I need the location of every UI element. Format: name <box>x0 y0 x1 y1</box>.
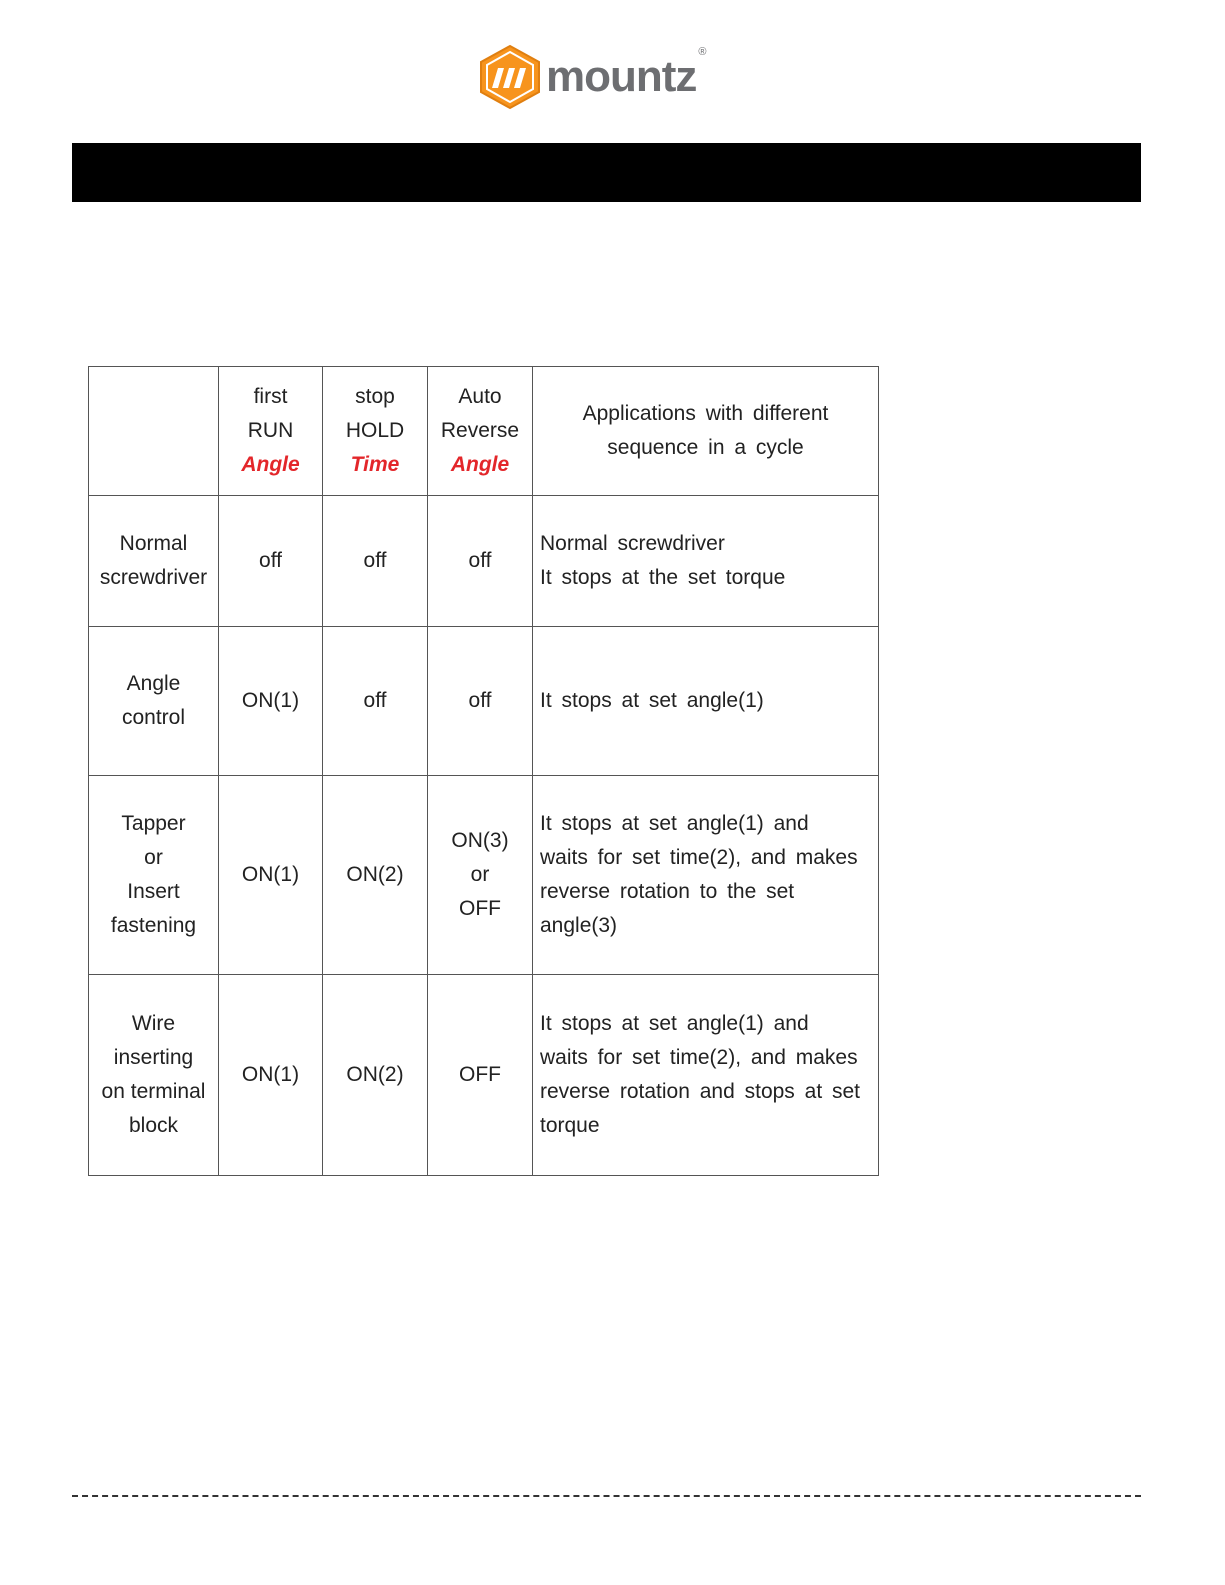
header-unit: Angle <box>450 453 510 476</box>
application-cell <box>533 776 879 975</box>
reverse-line: off <box>468 549 492 572</box>
application-cell <box>533 975 879 1176</box>
row-label-line: or <box>144 846 163 869</box>
table-row <box>89 975 879 1176</box>
run-cell: off <box>219 496 323 627</box>
mountz-hexagon-icon <box>478 44 542 110</box>
header-text: HOLD <box>345 419 405 442</box>
hold-cell: ON(2) <box>323 776 428 975</box>
row-label-line: fastening <box>110 914 197 937</box>
header-unit: Angle <box>241 453 300 476</box>
row-label-line: Tapper <box>121 812 186 835</box>
application-line: reverse rotation to the set <box>540 880 795 903</box>
application-cell <box>533 627 879 776</box>
header-text: RUN <box>247 419 294 442</box>
header-text: sequence in a cycle <box>607 436 804 459</box>
row-label-line: Normal <box>119 532 188 555</box>
row-label <box>89 627 219 776</box>
reverse-line: off <box>468 689 492 712</box>
reverse-cell <box>428 776 533 975</box>
registered-mark: ® <box>698 46 707 58</box>
table-row <box>89 776 879 975</box>
row-label <box>89 776 219 975</box>
header-first-run <box>219 367 323 496</box>
reverse-line: ON(3) <box>451 829 509 852</box>
reverse-line: or <box>470 863 490 886</box>
application-line: waits for set time(2), and makes <box>540 846 858 869</box>
application-line: Normal screwdriver <box>540 532 725 555</box>
hold-cell: off <box>323 496 428 627</box>
application-line: torque <box>540 1114 600 1137</box>
row-label-line: Wire <box>131 1012 176 1035</box>
row-label-line: screwdriver <box>99 566 208 589</box>
reverse-line: OFF <box>459 897 501 920</box>
brand-name: mountz <box>546 52 697 101</box>
application-line: It stops at set angle(1) and <box>540 812 809 835</box>
application-line: It stops at the set torque <box>540 566 786 589</box>
sequence-table <box>88 366 879 1176</box>
header-applications <box>533 367 879 496</box>
header-stop-hold <box>323 367 428 496</box>
footer-dashed-divider <box>72 1495 1141 1497</box>
header-text: Reverse <box>440 419 520 442</box>
reverse-line: OFF <box>459 1063 501 1086</box>
header-text: Applications with different <box>582 402 829 425</box>
run-cell: ON(1) <box>219 627 323 776</box>
header-auto-reverse <box>428 367 533 496</box>
table-header-row <box>89 367 879 496</box>
mountz-logo <box>478 44 707 110</box>
reverse-cell <box>428 975 533 1176</box>
header-text: Auto <box>458 385 502 408</box>
application-cell <box>533 496 879 627</box>
run-cell: ON(1) <box>219 776 323 975</box>
row-label-line: Angle <box>126 672 181 695</box>
header-corner <box>89 367 219 496</box>
row-label-line: block <box>128 1114 179 1137</box>
application-line: It stops at set angle(1) <box>540 689 764 712</box>
reverse-cell <box>428 627 533 776</box>
header-text: stop <box>355 385 395 408</box>
table-row <box>89 496 879 627</box>
row-label-line: on terminal <box>101 1080 206 1103</box>
application-line: It stops at set angle(1) and <box>540 1012 809 1035</box>
run-cell: ON(1) <box>219 975 323 1176</box>
table-row <box>89 627 879 776</box>
reverse-cell <box>428 496 533 627</box>
header-unit: Time <box>350 453 400 476</box>
application-line: waits for set time(2), and makes <box>540 1046 858 1069</box>
row-label-line: Insert <box>127 880 180 903</box>
header-text: first <box>253 385 288 408</box>
hold-cell: ON(2) <box>323 975 428 1176</box>
application-line: angle(3) <box>540 914 618 937</box>
section-header-bar <box>72 143 1141 202</box>
row-label-line: control <box>121 706 186 729</box>
row-label <box>89 975 219 1176</box>
row-label <box>89 496 219 627</box>
application-line: reverse rotation and stops at set <box>540 1080 860 1103</box>
hold-cell: off <box>323 627 428 776</box>
row-label-line: inserting <box>113 1046 194 1069</box>
